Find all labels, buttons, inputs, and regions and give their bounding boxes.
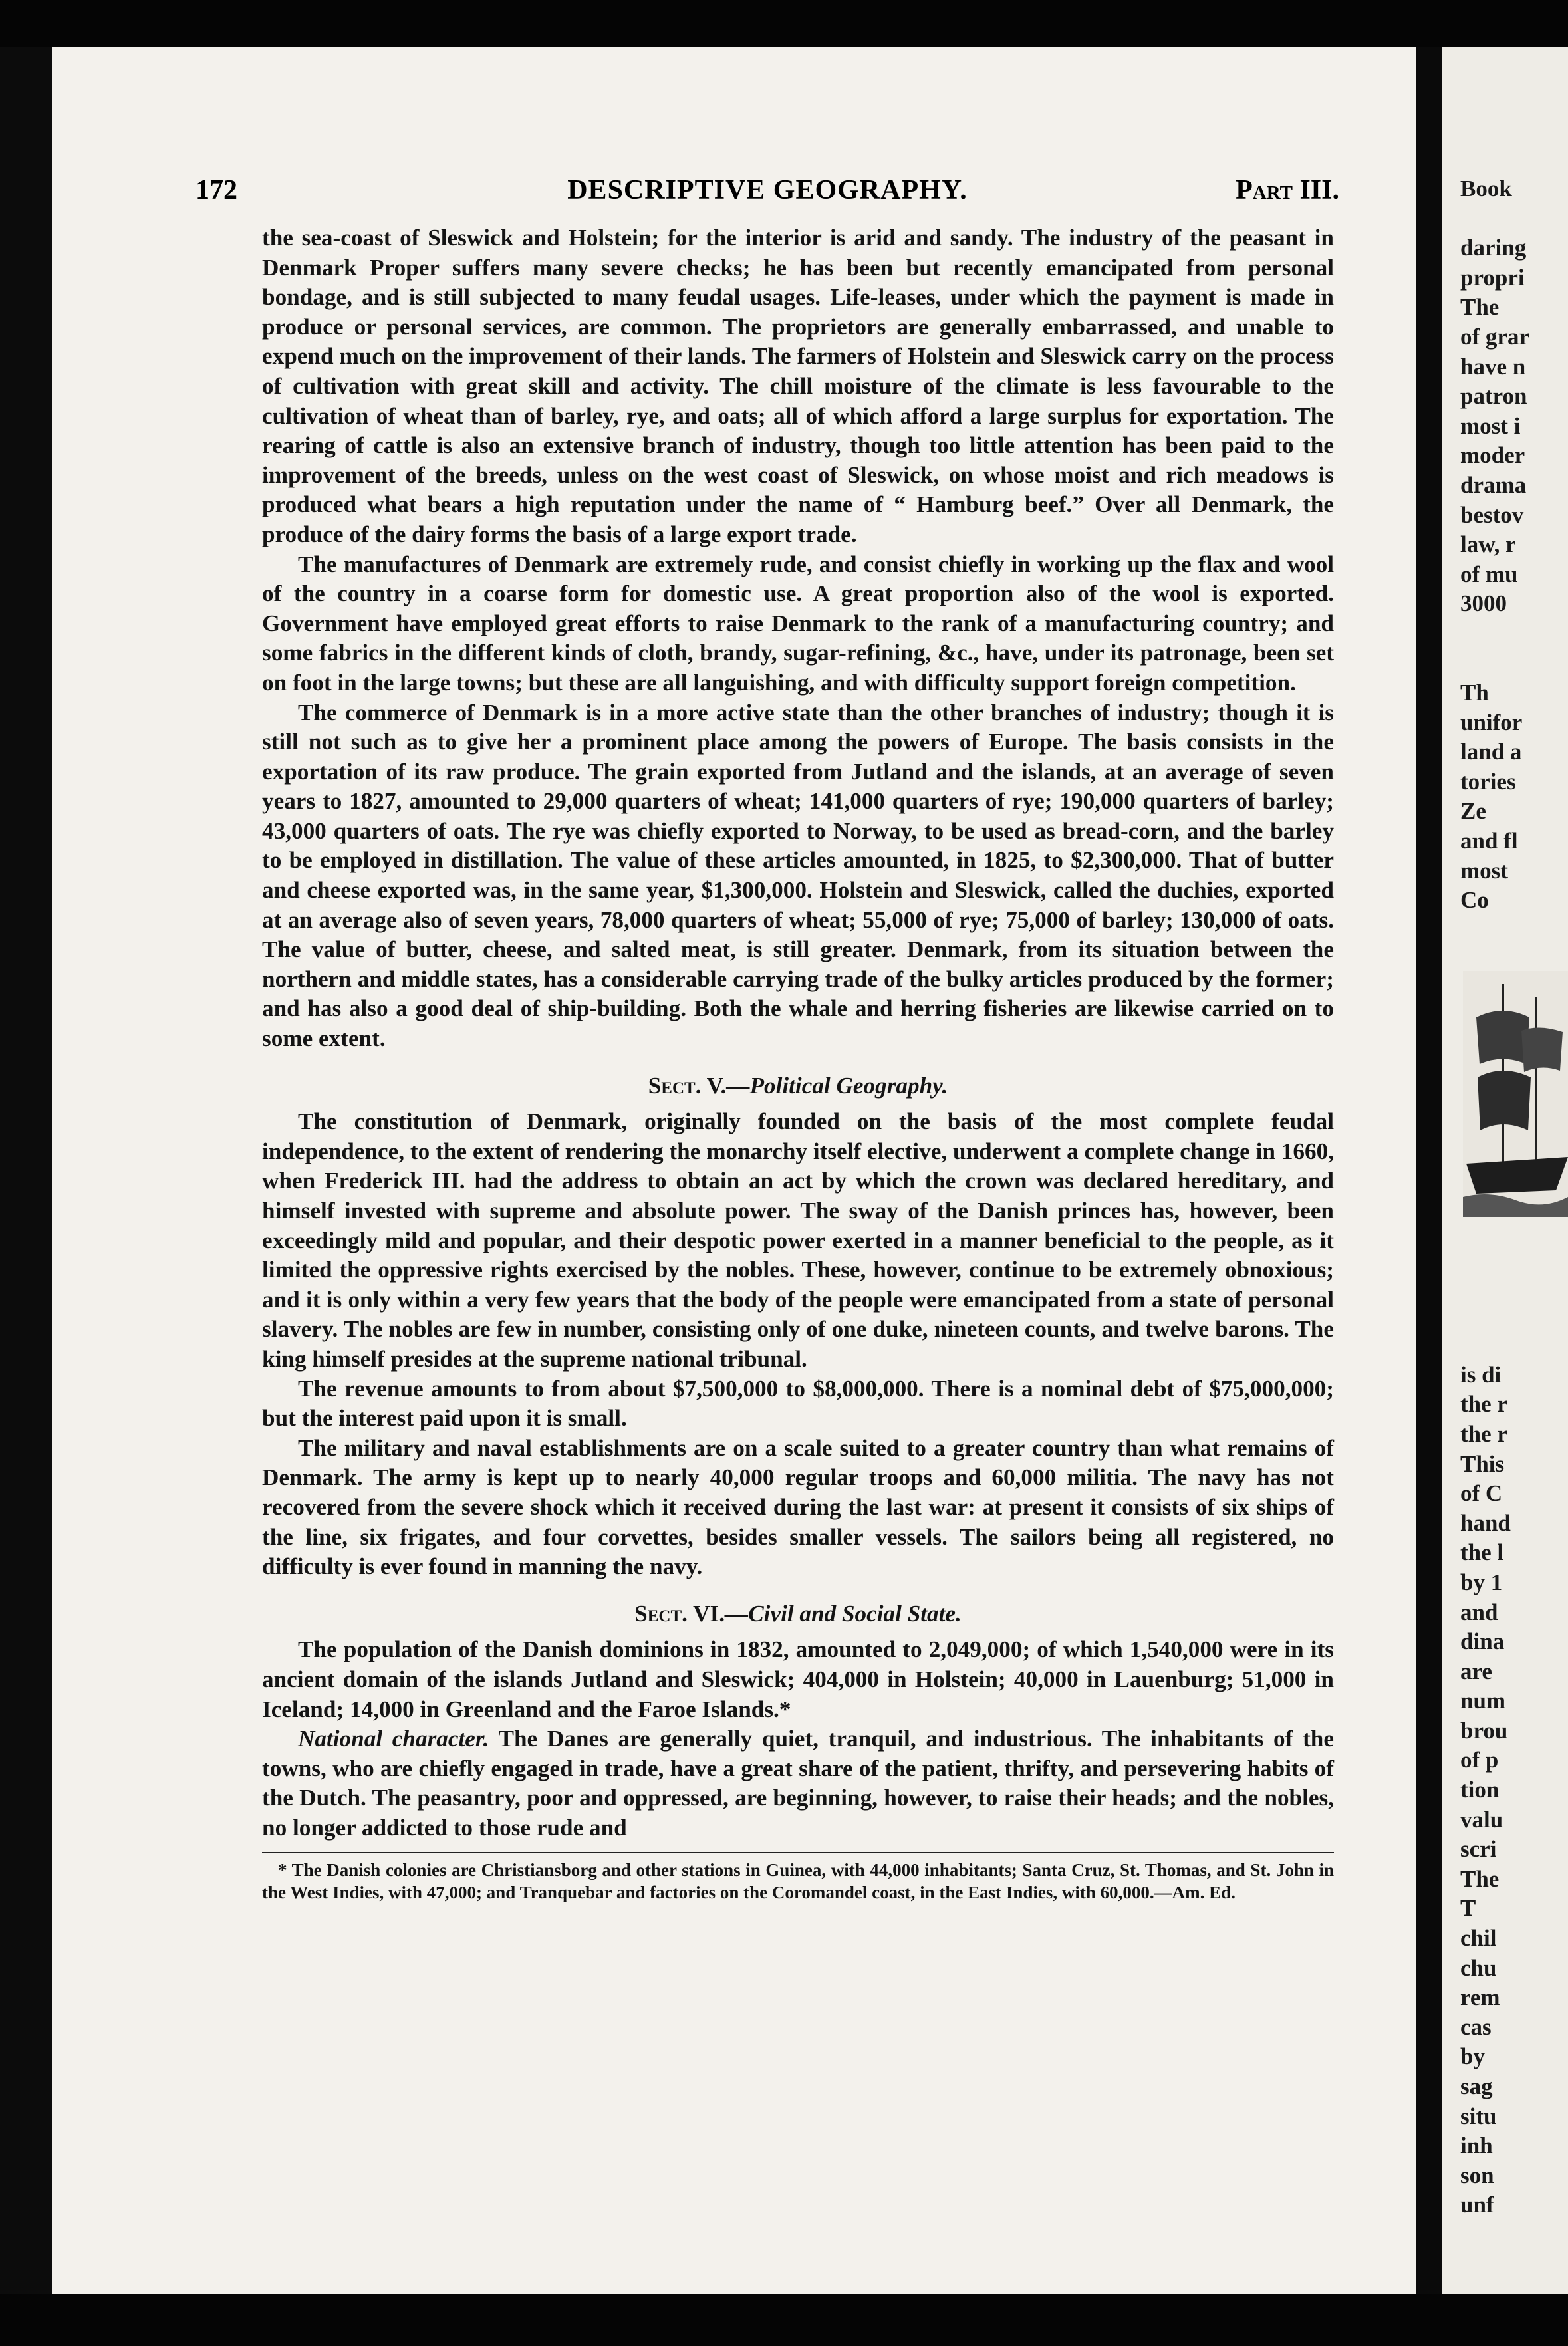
adjacent-page-line: moder (1460, 442, 1525, 469)
adjacent-page-line: Ze (1460, 798, 1486, 825)
adjacent-page-line: patron (1460, 383, 1527, 410)
adjacent-page-line: the l (1460, 1539, 1504, 1566)
adjacent-page-line: valu (1460, 1806, 1503, 1833)
paragraph-manufactures: The manufactures of Denmark are extremely rude, and consist chiefly in working up the flax and wool of the country in a coarse form for domestic use. A great proportion also of the wool is exported. Government have employed great efforts to raise Denmark to the rank of a manufacturing country; and some fabrics in the different kinds of cloth, brandy, sugar-refining, &c., have, under its patronage, been set on foot in the large towns; but these are all languishing, and with difficulty support foreign competition. (262, 551, 1334, 696)
section-number: Sect. V. (648, 1072, 727, 1099)
adjacent-page-line (1460, 619, 1568, 649)
adjacent-page-line: of mu (1460, 561, 1518, 587)
part-label: Part III. (1236, 175, 1339, 205)
adjacent-page-line: T (1460, 1895, 1476, 1922)
adjacent-page-line (1460, 204, 1568, 234)
running-title: DESCRIPTIVE GEOGRAPHY. (567, 175, 968, 205)
adjacent-page-line: bestov (1460, 501, 1524, 528)
footnote-divider (262, 1852, 1334, 1853)
section-title: —Political Geography. (726, 1072, 948, 1099)
adjacent-page-line: unf (1460, 2192, 1494, 2218)
adjacent-page-line (1460, 649, 1568, 679)
adjacent-page-line: num (1460, 1688, 1506, 1714)
adjacent-page-line: the r (1460, 1420, 1507, 1447)
adjacent-page-line: 3000 (1460, 590, 1507, 617)
adjacent-page-line: chil (1460, 1925, 1497, 1952)
running-header (196, 174, 1339, 207)
adjacent-page-line: hand (1460, 1509, 1511, 1536)
section-heading-civil (262, 1599, 1334, 1629)
adjacent-page-line: Th (1460, 680, 1489, 706)
adjacent-page-line: rem (1460, 1984, 1500, 2011)
footnote: * The Danish colonies are Christiansborg and other stations in Guinea, with 44,000 inhabitants; Santa Cruz, St. Thomas, and St. John in the West Indies, with 47,000; and Tranquebar and factories on the Coromandel coast, in the East Indies, with 60,000.—Am. Ed. (262, 1860, 1334, 1903)
adjacent-page-line: propri (1460, 264, 1525, 291)
book-gutter (1416, 47, 1442, 2294)
adjacent-page-line: most i (1460, 412, 1521, 439)
adjacent-page-line: of grar (1460, 323, 1529, 350)
adjacent-page-line: The (1460, 294, 1500, 321)
adjacent-page-line: by 1 (1460, 1569, 1503, 1595)
adjacent-page-line: dina (1460, 1629, 1505, 1655)
adjacent-page-line: tion (1460, 1777, 1500, 1803)
page-body (262, 223, 1334, 1904)
section-heading-political (262, 1071, 1334, 1101)
side-heading: National character. (298, 1726, 489, 1752)
adjacent-page-line: cas (1460, 2014, 1492, 2040)
scan-top-border (0, 0, 1568, 47)
adjacent-page-line: daring (1460, 235, 1527, 261)
adjacent-page-line: chu (1460, 1954, 1497, 1981)
adjacent-page-line: scri (1460, 1836, 1497, 1863)
adjacent-page-line: and (1460, 1599, 1498, 1625)
adjacent-page-line: land a (1460, 739, 1522, 765)
paragraph-agriculture: the sea-coast of Sleswick and Holstein; for the interior is arid and sandy. The industry of the peasant in Denmark Proper suffers many severe checks; he has been but recently emancipated from personal bondage, and is still subjected to many feudal usages. Life-leases, under which the payment is made in produce or personal services, are common. The proprietors are generally embarrassed, and unable to expend much on the improvement of their lands. The farmers of Holstein and Sleswick carry on the process of cultivation with great skill and activity. The chill moisture of the climate is less favourable to the cultivation of wheat than of barley, rye, and oats; all of which afford a large surplus for exportation. The rearing of cattle is also an extensive branch of industry, though too little attention has been paid to the improvement of the breeds, unless on the west coast of Sleswick, on whose moist and rich meadows is produced what bears a high reputation under the name of “ Hamburg beef.” Over all Denmark, the produce of the dairy forms the basis of a large export trade. (262, 225, 1334, 547)
adjacent-page-line (1460, 1301, 1568, 1331)
adjacent-page-line: son (1460, 2162, 1494, 2188)
adjacent-page-line: drama (1460, 471, 1527, 498)
paragraph-text: The Danes are generally quiet, tranquil, and industrious. The inhabitants of the towns, who are chiefly engaged in trade, have a great share of the patient, thrifty, and persevering habits of the Dutch. The peasantry, poor and oppressed, are beginning, however, to raise their heads; and the nobles, no longer addicted to those rude and (262, 1726, 1334, 1841)
adjacent-page-line: of C (1460, 1480, 1503, 1507)
paragraph-constitution: The constitution of Denmark, originally founded on the basis of the most complete feudal independence, to the extent of rendering the monarchy itself elective, underwent a complete change in 1660, when Frederick III. had the address to obtain an act by which the crown was declared hereditary, and himself invested with supreme and absolute power. The sway of the Danish princes has, however, been exceedingly mild and popular, and their despotic power exerted in a manner beneficial to the people, as it limited the oppressive rights exercised by the nobles. These, however, continue to be extremely obnoxious; and it is only within a very few years that the body of the people were emancipated from a state of personal slavery. The nobles are few in number, consisting only of one duke, nineteen counts, and twelve barons. The king himself presides at the supreme national tribunal. (262, 1108, 1334, 1372)
page-number: 172 (196, 175, 237, 205)
section-title: —Civil and Social State. (725, 1600, 962, 1627)
adjacent-page-line: of p (1460, 1747, 1499, 1773)
paragraph-population: The population of the Danish dominions in 1832, amounted to 2,049,000; of which 1,540,000 were in its ancient domain of the islands Jutland and Sleswick; 404,000 in Holstein; 40,000 in Lauenburg; 51,000 in Iceland; 14,000 in Greenland and the Faroe Islands.* (262, 1636, 1334, 1722)
adjacent-page-line (1460, 916, 1568, 946)
adjacent-page-line: brou (1460, 1717, 1508, 1744)
scan-bottom-border (0, 2294, 1568, 2346)
adjacent-page-line: This (1460, 1450, 1505, 1477)
adjacent-page-line: situ (1460, 2103, 1497, 2129)
adjacent-page-line: inh (1460, 2133, 1493, 2159)
paragraph-revenue: The revenue amounts to from about $7,500,000 to $8,000,000. There is a nominal debt of $75,000,000; but the interest paid upon it is small. (262, 1375, 1334, 1432)
adjacent-page-line (1460, 1331, 1568, 1361)
adjacent-page-line: unifor (1460, 709, 1523, 735)
adjacent-page-line: sag (1460, 2073, 1493, 2099)
adjacent-page-line: by (1460, 2043, 1485, 2070)
paragraph-military: The military and naval establishments are on a scale suited to a greater country than what remains of Denmark. The army is kept up to nearly 40,000 regular troops and 60,000 militia. The navy has not recovered from the severe shock which it received during the last war: at present it consists of six ships of the line, six frigates, and four corvettes, besides smaller vessels. The sailors being all registered, no difficulty is ever found in manning the navy. (262, 1434, 1334, 1580)
paragraph-national-character (262, 1724, 1334, 1843)
adjacent-page-line (1460, 1271, 1568, 1301)
adjacent-page-line: the r (1460, 1391, 1507, 1418)
adjacent-page-line: is di (1460, 1361, 1502, 1388)
adjacent-page-line: and fl (1460, 828, 1518, 854)
section-number: Sect. VI. (634, 1600, 725, 1627)
adjacent-page-line: most (1460, 857, 1508, 884)
adjacent-page-line: Co (1460, 887, 1489, 914)
ship-engraving (1463, 971, 1568, 1217)
adjacent-page-line: are (1460, 1658, 1492, 1684)
adjacent-page-line: tories (1460, 768, 1516, 795)
adjacent-page-line: The (1460, 1865, 1500, 1892)
adjacent-page-line: have n (1460, 353, 1526, 380)
adjacent-page-line: law, r (1460, 531, 1516, 558)
paragraph-commerce: The commerce of Denmark is in a more active state than the other branches of industry; though it is still not such as to give her a prominent place among the powers of Europe. The basis consists in the exportation of its raw produce. The grain exported from Jutland and the islands, at an average of seven years to 1827, amounted to 29,000 quarters of wheat; 141,000 quarters of rye; 190,000 quarters of barley; 43,000 quarters of oats. The rye was chiefly exported to Norway, to be used as bread-corn, and the barley to be employed in distillation. The value of these articles amounted, in 1825, to $2,300,000. That of butter and cheese exported was, in the same year, $1,300,000. Holstein and Sleswick, called the duchies, exported at an average also of seven years, 78,000 quarters of wheat; 55,000 of rye; 75,000 of barley; 130,000 of oats. The value of butter, cheese, and salted meat, is still greater. Denmark, from its situation between the northern and middle states, has a considerable carrying trade of the bulky articles produced by the former; and has also a good deal of ship-building. Both the whale and herring fisheries are likewise carried on to some extent. (262, 699, 1334, 1052)
adjacent-page-line: Book (1460, 176, 1512, 201)
adjacent-page-line (1460, 1241, 1568, 1271)
